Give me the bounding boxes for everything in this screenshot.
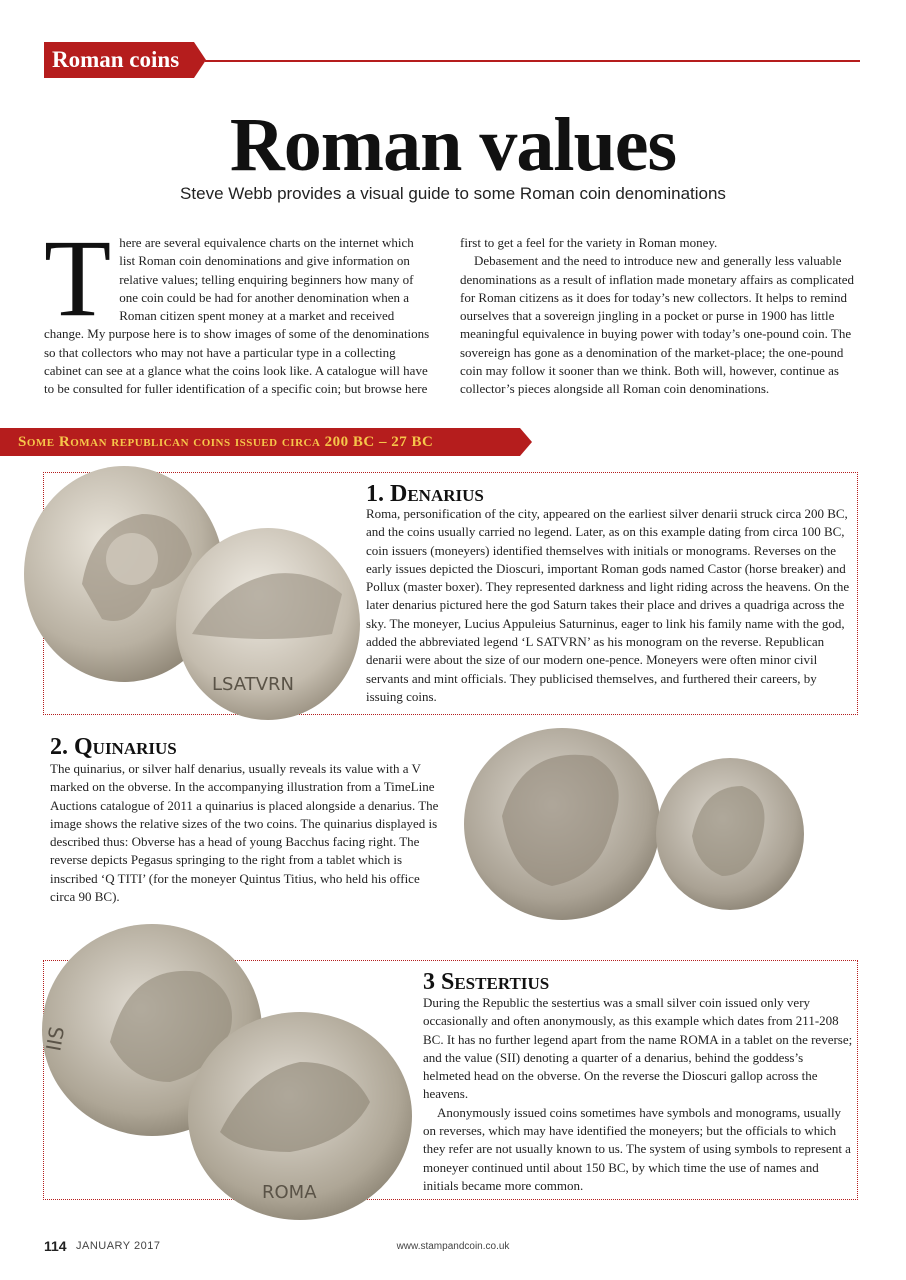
sestertius-reverse-legend: ROMA (262, 1182, 317, 1203)
sestertius-p1: During the Republic the sestertius was a small silver coin issued only very occasionally and often anonymously, as this example which dates from 211-208 BC. It has no further legend apart from the name ROMA in a tablet on the reverse; and the value (SII) denoting a quarter of a denarius, behind the goddess’s helmeted head on the obverse. On the reverse the Dioscuri gallop across the heavens. (423, 995, 853, 1102)
denarius-heading: 1. Denarius (366, 481, 484, 507)
quinarius-text: The quinarius, or silver half denarius, usually reveals its value with a V marked on the obverse. In the accompanying illustration from a TimeLine Auctions catalogue of 2011 a quinarius is placed alongside a denarius. The image shows the relative sizes of the two coins. The quinarius displayed is described thus: Obverse has a head of young Bacchus facing right. The reverse depicts Pegasus springing to the right from a tablet which is inscribed ‘Q TITI’ (for the moneyer Quintus Titius, who held his office circa 90 BC). (50, 761, 439, 905)
denarius-comparison-coin (464, 728, 660, 920)
sestertius-text (423, 994, 853, 1195)
footer-url: www.stampandcoin.co.uk (396, 1241, 510, 1252)
page-number: 114 (44, 1238, 67, 1254)
denarius-reverse-coin (176, 528, 360, 720)
section-banner: Some Roman republican coins issued circa 200 BC – 27 BC (0, 428, 520, 456)
page-title: Roman values (229, 103, 677, 187)
section-tab: Roman coins (44, 42, 194, 78)
denarius-text: Roma, personification of the city, appeared on the earliest silver denarii struck circa 200 BC, and the coins usually carried no legend. Later, as on this example dating from circa 100 BC, coin issuers (moneyers) identified themselves with initials or monograms. Reverses on the early issues depicted the Dioscuri, important Roman gods named Castor (horse breaker) and Pollux (master boxer). They represented darkness and light riding across the heavens. On the later denarius pictured here the god Saturn takes their place and drives a quadriga across the sky. The moneyer, Lucius Appuleius Saturninus, eager to link his family name with the god, added the abbreviated legend ‘L SATVRN’ as his monogram on the reverse. Republican denarii were about the size of our modern one-pence. Moneyers were often minor civil servants and mint officials. They publicised themselves, and furthered their careers, by issuing coins. (366, 506, 850, 704)
intro-left-text: here are several equivalence charts on the internet which list Roman coin denominations and give information on relative values; telling enquiring beginners how many of one coin could be had for another denomination when a Roman citizen spent money at a market and received change. My purpose here is to show images of some of the denominations so that collectors who may not have a particular type in a collecting cabinet can see at a glance what the coins look like. A catalogue will have to be consulted for fuller identification of a specific coin; but browse here (44, 235, 430, 397)
intro-right-p2: Debasement and the need to introduce new and generally less valuable denominations as a result of inflation made monetary affairs as complicated for Roman citizens as it does for today’s new collectors. It helps to remind ourselves that a sovereign jingling in a pocket or purse in 1900 has little meaningful equivalence in buying power with today’s one-pound coin. The sovereign has gone as a denomination of the market-place; the one-pound coin may follow it sooner than we think. Both will, however, continue as collector’s pieces alongside all Roman coin denominations. (460, 253, 854, 397)
drop-cap: T (44, 217, 112, 339)
section-banner-arrow (520, 428, 532, 456)
sestertius-p2: Anonymously issued coins sometimes have symbols and monograms, usually on reverses, which may have identified the moneyers; but the officials to which they refer are not usually known to us. The system of using symbols to represent a moneyer continued until about 150 BC, by which time the use of names and initials became more common. (423, 1104, 851, 1193)
sestertius-coins-image (30, 912, 420, 1232)
denarius-coin-legend: LSATVRN (212, 674, 294, 695)
intro-left-column (44, 217, 432, 399)
quinarius-heading: 2. Quinarius (50, 734, 177, 760)
quinarius-coin (656, 758, 804, 910)
page-subtitle: Steve Webb provides a visual guide to some Roman coin denominations (180, 184, 726, 203)
header-rule (205, 60, 860, 62)
intro-right-column (460, 234, 860, 399)
quinarius-coins-image (462, 726, 822, 922)
sestertius-heading: 3 Sestertius (423, 969, 550, 995)
denarius-coins-image (22, 464, 362, 720)
sestertius-obverse-mark: IIS (41, 1024, 70, 1053)
issue-date: JANUARY 2017 (76, 1240, 161, 1252)
intro-right-p1: first to get a feel for the variety in Roman money. (460, 235, 718, 250)
sestertius-reverse-coin (188, 1012, 412, 1220)
